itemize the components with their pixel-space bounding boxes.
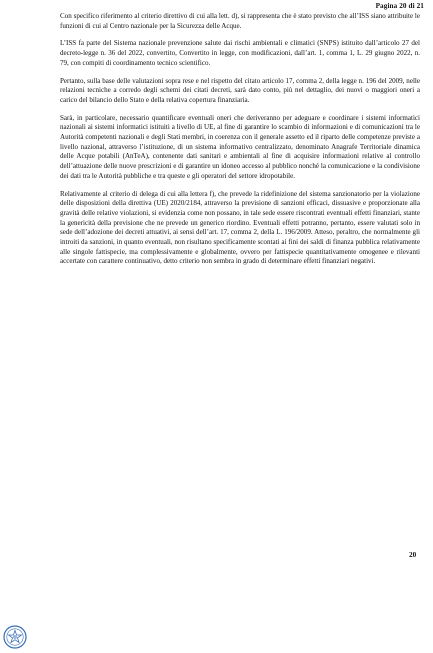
- paragraph-iss-functions: Con specifico riferimento al criterio direttivo di cui alla lett. d), si rappresenta che è stato previsto che all’ISS siano attribuite le funzioni di cui al Centro nazionale per la Sicurezza delle Acque.: [60, 12, 420, 30]
- paragraph-information-systems: Sarà, in particolare, necessario quantificare eventuali oneri che deriveranno per adeguare e coordinare i sistemi informatici nazionali ai sistemi informatici istituiti a livello di UE, al fine di garantire lo scambio di informazioni e di comunicazioni tra le Autorità competenti nazionali e degli Stati membri, in coerenza con il generale assetto ed il riparto delle competenze previste a livello nazional, attraverso l’istituzione, di un sistema informativo centralizzato, denominato Anagrafe Territoriale dinamica delle Acque potabili (AnTeA), contenente dati sanitari e ambientali al fine di acquisire informazioni relative al controllo dell’attuazione delle nuove prescrizioni e di garantire un idoneo accesso al pubblico nonché la comunicazione e la condivisione dei dati tra le Autorità pubbliche e tra queste e gli operatori del settore idropotabile.: [60, 113, 420, 180]
- paragraph-sanctions: Relativamente al criterio di delega di cui alla lettera f), che prevede la ridefinizione del sistema sanzionatorio per la violazione delle disposizioni della direttiva (UE) 2020/2184, attraverso la previsione di sanzioni efficaci, dissuasive e proporzionate alla gravità delle relative violazioni, si evidenzia come non possano, in tale sede essere riscontrati eventuali effetti finanziari, stante la genericità della previsione che ne prevede un generico riordino. Eventuali effetti potranno, pertanto, essere valutati solo in sede dell’adozione dei decreti attuativi, ai sensi dell’art. 17, comma 2, della L. 196/2009. Atteso, peraltro, che normalmente gli introiti da sanzioni, in quanto eventuali, non risultano specificamente scontati ai fini dei saldi di finanza pubblica relativamente alle singole fattispecie, ma complessivamente e globalmente, ovvero per fattispecie quantitativamente omogenee e rilevanti accertate con carattere continuativo, detto criterio non sembra in grado di determinare effetti finanziari negativi.: [60, 189, 420, 266]
- page-indicator: Pagina 20 di 21: [375, 2, 424, 10]
- page-number: 20: [409, 551, 417, 559]
- paragraph-snps: L’ISS fa parte del Sistema nazionale prevenzione salute dai rischi ambientali e climatici (SNPS) istituito dall’articolo 27 del decreto-legge n. 36 del 2022, convertito, Convertito in legge, con modificazioni, dall’art. 1, comma 1, L. 29 giugno 2022, n. 79, con compiti di coordinamento tecnico scientifico.: [60, 39, 420, 67]
- document-body: [60, 12, 420, 275]
- republic-seal-icon: [3, 625, 27, 649]
- paragraph-financial-coverage: Pertanto, sulla base delle valutazioni sopra rese e nel rispetto del citato articolo 17, comma 2, della legge n. 196 del 2009, nelle relazioni tecniche a corredo degli schemi dei citati decreti, sarà dato conto, più nel dettaglio, dei nuovi o maggiori oneri a carico del bilancio dello Stato e della relativa copertura finanziaria.: [60, 76, 420, 104]
